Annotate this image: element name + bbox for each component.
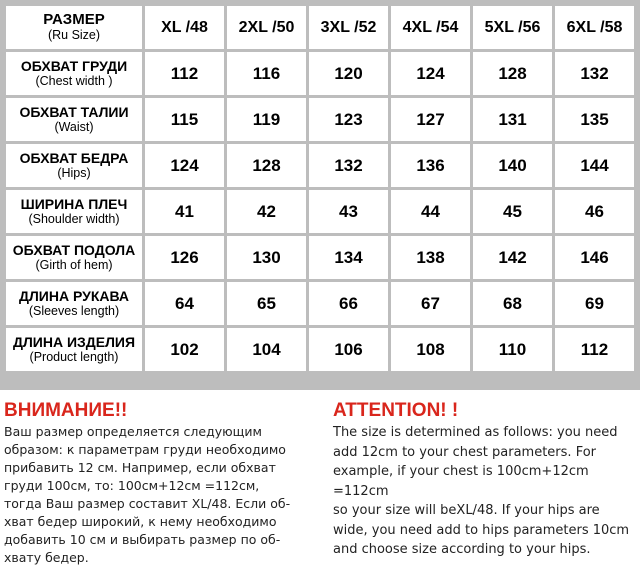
value-cell: 142 xyxy=(473,236,552,279)
value-cell: 126 xyxy=(145,236,224,279)
value-cell: 69 xyxy=(555,282,634,325)
row-label-cell xyxy=(6,144,142,187)
value-cell: 45 xyxy=(473,190,552,233)
table-row xyxy=(6,52,634,95)
value-cell: 119 xyxy=(227,98,306,141)
size-chart-table xyxy=(3,3,637,374)
value-cell: 112 xyxy=(145,52,224,95)
row-label-en: (Product length) xyxy=(29,350,119,364)
value-cell: 132 xyxy=(309,144,388,187)
value-cell: 46 xyxy=(555,190,634,233)
note-line: Ваш размер определяется следующим xyxy=(4,424,262,439)
value-cell: 138 xyxy=(391,236,470,279)
table-row xyxy=(6,282,634,325)
value-cell: 120 xyxy=(309,52,388,95)
value-cell: 127 xyxy=(391,98,470,141)
value-cell: 135 xyxy=(555,98,634,141)
value-cell: 140 xyxy=(473,144,552,187)
value-cell: 108 xyxy=(391,328,470,371)
notes-section xyxy=(0,390,640,584)
value-cell: 44 xyxy=(391,190,470,233)
value-cell: 68 xyxy=(473,282,552,325)
value-cell: 41 xyxy=(145,190,224,233)
row-label-ru: ОБХВАТ ГРУДИ xyxy=(20,58,128,74)
value-cell: 67 xyxy=(391,282,470,325)
note-english xyxy=(333,400,638,560)
header-label-en: (Ru Size) xyxy=(47,28,101,42)
value-cell: 102 xyxy=(145,328,224,371)
note-body-ru xyxy=(4,423,324,567)
table-row xyxy=(6,98,634,141)
row-label-en: (Girth of hem) xyxy=(35,258,113,272)
note-line: груди 100см, то: 100см+12см =112см, xyxy=(4,478,260,493)
row-label-ru: ДЛИНА РУКАВА xyxy=(18,288,129,304)
value-cell: 104 xyxy=(227,328,306,371)
note-title-en: ATTENTION! ! xyxy=(333,400,459,421)
table-row xyxy=(6,190,634,233)
row-label-ru: ОБХВАТ ПОДОЛА xyxy=(12,242,136,258)
row-label-ru: ДЛИНА ИЗДЕЛИЯ xyxy=(12,334,136,350)
value-cell: 124 xyxy=(145,144,224,187)
value-cell: 132 xyxy=(555,52,634,95)
note-line: add 12cm to your chest parameters. For xyxy=(333,444,597,460)
note-body-en xyxy=(333,423,638,560)
value-cell: 42 xyxy=(227,190,306,233)
row-label-ru: ШИРИНА ПЛЕЧ xyxy=(20,196,128,212)
value-cell: 112 xyxy=(555,328,634,371)
note-line: добавить 10 см и выбирать размер по об- xyxy=(4,532,281,547)
row-label-cell xyxy=(6,236,142,279)
value-cell: 128 xyxy=(473,52,552,95)
header-label-ru: РАЗМЕР xyxy=(43,11,105,28)
header-row xyxy=(6,6,634,49)
note-line: хвату бедер. xyxy=(4,550,89,565)
row-label-cell xyxy=(6,328,142,371)
note-line: wide, you need add to hips parameters 10cm xyxy=(333,522,630,538)
table-row xyxy=(6,328,634,371)
value-cell: 116 xyxy=(227,52,306,95)
note-line: тогда Ваш размер составит XL/48. Если об- xyxy=(4,496,291,511)
size-header-cell: 5XL /56 xyxy=(473,6,552,49)
row-label-en: (Shoulder width) xyxy=(28,212,120,226)
note-title-ru: ВНИМАНИЕ!! xyxy=(4,400,128,421)
value-cell: 128 xyxy=(227,144,306,187)
row-label-ru: ОБХВАТ БЕДРА xyxy=(19,150,129,166)
value-cell: 131 xyxy=(473,98,552,141)
header-label-cell xyxy=(6,6,142,49)
row-label-cell xyxy=(6,282,142,325)
size-header-cell: 2XL /50 xyxy=(227,6,306,49)
row-label-cell xyxy=(6,98,142,141)
note-line: образом: к параметрам груди необходимо xyxy=(4,442,286,457)
value-cell: 106 xyxy=(309,328,388,371)
table-row xyxy=(6,144,634,187)
note-line: The size is determined as follows: you need xyxy=(333,425,618,440)
note-line: example, if your chest is 100cm+12cm =112cm xyxy=(333,464,589,499)
row-label-en: (Sleeves length) xyxy=(28,304,120,318)
note-line: so your size will beXL/48. If your hips are xyxy=(333,503,600,518)
note-russian xyxy=(4,400,324,567)
size-header-cell: 4XL /54 xyxy=(391,6,470,49)
value-cell: 130 xyxy=(227,236,306,279)
row-label-en: (Chest width ) xyxy=(35,74,113,88)
value-cell: 43 xyxy=(309,190,388,233)
value-cell: 136 xyxy=(391,144,470,187)
note-line: and choose size according to your hips. xyxy=(333,542,591,557)
value-cell: 66 xyxy=(309,282,388,325)
note-line: хват бедер широкий, к нему необходимо xyxy=(4,514,277,529)
value-cell: 144 xyxy=(555,144,634,187)
row-label-en: (Hips) xyxy=(57,166,91,180)
row-label-en: (Waist) xyxy=(54,120,94,134)
size-header-cell: 6XL /58 xyxy=(555,6,634,49)
size-header-cell: XL /48 xyxy=(145,6,224,49)
value-cell: 134 xyxy=(309,236,388,279)
row-label-cell xyxy=(6,190,142,233)
table-row xyxy=(6,236,634,279)
value-cell: 64 xyxy=(145,282,224,325)
row-label-ru: ОБХВАТ ТАЛИИ xyxy=(19,104,129,120)
value-cell: 65 xyxy=(227,282,306,325)
value-cell: 123 xyxy=(309,98,388,141)
size-header-cell: 3XL /52 xyxy=(309,6,388,49)
value-cell: 110 xyxy=(473,328,552,371)
value-cell: 146 xyxy=(555,236,634,279)
note-line: прибавить 12 см. Например, если обхват xyxy=(4,460,276,475)
value-cell: 124 xyxy=(391,52,470,95)
value-cell: 115 xyxy=(145,98,224,141)
row-label-cell xyxy=(6,52,142,95)
